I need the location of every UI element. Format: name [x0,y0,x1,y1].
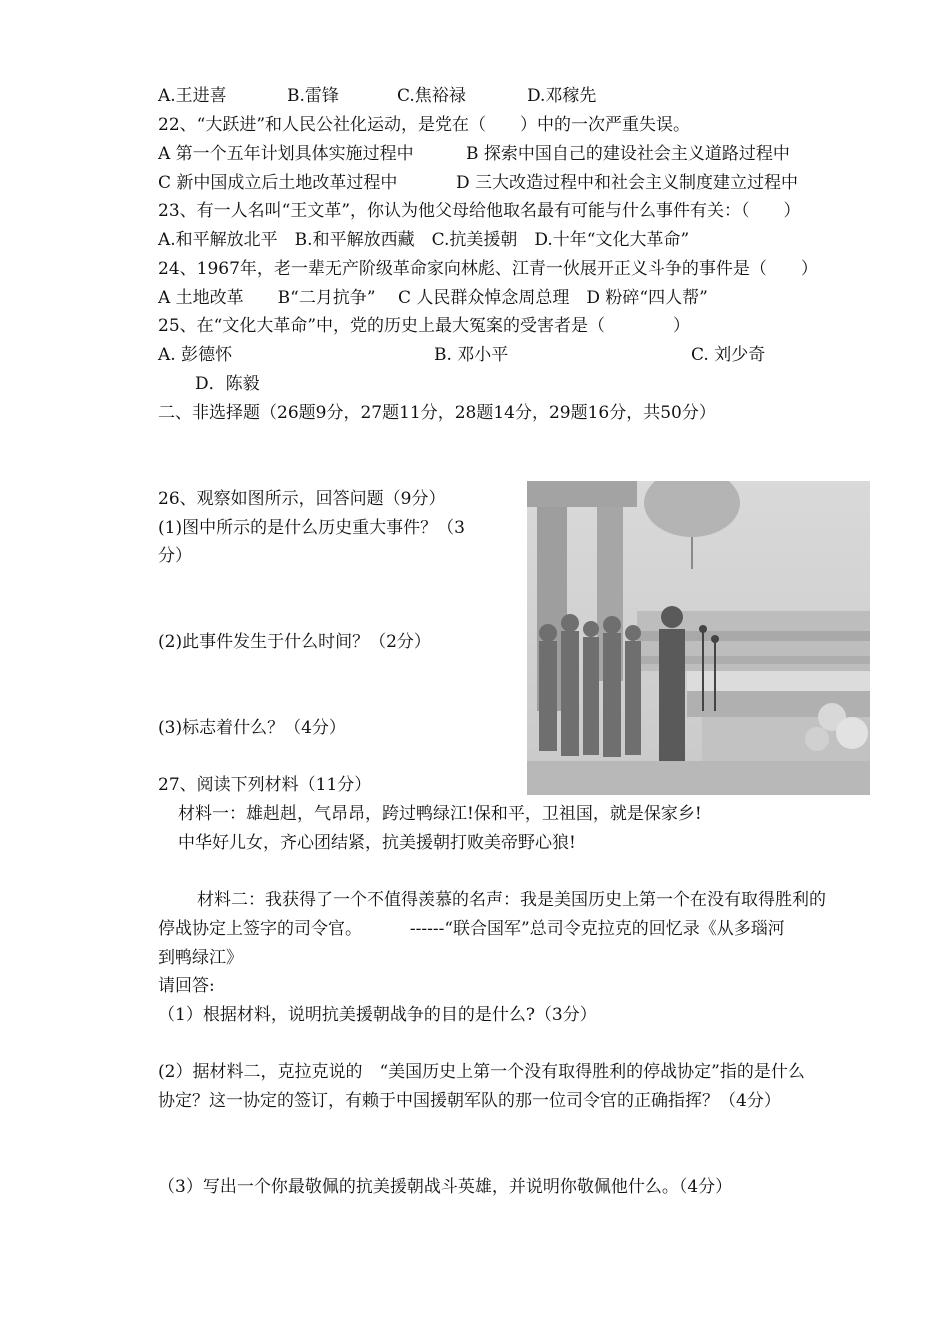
q25-option-a: A. 彭德怀 [158,345,233,365]
q27-stem: 27、阅读下列材料（11分） [158,775,372,795]
q27-material1-line2: 中华好儿女，齐心团结紧，抗美援朝打败美帝野心狼! [178,833,576,853]
q25-option-d: D．陈毅 [195,374,260,394]
q24-options: A 土地改革 B“二月抗争” C 人民群众悼念周总理 D 粉碎“四人帮” [158,288,708,308]
q22-option-b: B 探索中国自己的建设社会主义道路过程中 [466,144,790,164]
q25-stem: 25、在“文化大革命”中，党的历史上最大冤案的受害者是（ ） [158,316,691,336]
q27-ask: 请回答: [158,976,215,996]
q22-option-d: D 三大改造过程中和社会主义制度建立过程中 [456,173,799,193]
q25-option-b: B. 邓小平 [434,345,509,365]
q21-option-b: B.雷锋 [287,86,339,106]
q26-part1-line2: 分） [158,546,192,566]
q27-material2-line3: 到鸭绿江》 [158,948,243,968]
q24-stem: 24、1967年，老一辈无产阶级革命家向林彪、江青一伙展开正义斗争的事件是（ ） [158,259,818,279]
q26-stem: 26、观察如图所示，回答问题（9分） [158,489,446,509]
q21-option-a: A.王进喜 [158,86,227,106]
q26-part2: (2)此事件发生于什么时间？（2分） [158,632,431,652]
section-heading: 二、非选择题（26题9分，27题11分，28题14分，29题16分，共50分） [158,403,716,423]
q22-stem: 22、“大跃进”和人民公社化运动，是党在（ ）中的一次严重失误。 [158,115,691,135]
founding-ceremony-photo [527,481,870,795]
q23-stem: 23、有一人名叫“王文革”，你认为他父母给他取名最有可能与什么事件有关：（ ） [158,201,801,221]
q22-option-a: A 第一个五年计划具体实施过程中 [158,144,414,164]
q21-option-c: C.焦裕禄 [397,86,466,106]
q27-subquestion-2-line2: 协定？这一协定的签订，有赖于中国援朝军队的那一位司令官的正确指挥？（4分） [158,1091,781,1111]
q25-option-c: C. 刘少奇 [691,345,766,365]
q23-options: A.和平解放北平 B.和平解放西藏 C.抗美援朝 D.十年“文化大革命” [158,230,690,250]
q22-option-c: C 新中国成立后土地改革过程中 [158,173,398,193]
q27-subquestion-1: （1）根据材料，说明抗美援朝战争的目的是什么?（3分） [158,1005,597,1025]
q26-part1-line1: (1)图中所示的是什么历史重大事件？（3 [158,518,465,538]
q21-option-d: D.邓稼先 [527,86,597,106]
q27-subquestion-3: （3）写出一个你最敬佩的抗美援朝战斗英雄，并说明你敬佩他什么。（4分） [158,1177,733,1197]
q27-subquestion-2-line1: (2）据材料二，克拉克说的 “美国历史上第一个没有取得胜利的停战协定”指的是什么 [158,1062,805,1082]
q27-material2-line2: 停战协定上签字的司令官。 ------“联合国军”总司令克拉克的回忆录《从多瑙河 [158,919,785,939]
q27-material2-line1: 材料二：我获得了一个不值得羡慕的名声：我是美国历史上第一个在没有取得胜利的 [197,890,826,910]
q26-part3: (3)标志着什么？（4分） [158,718,346,738]
q27-material1-line1: 材料一：雄赳赳，气昂昂，跨过鸭绿江!保和平，卫祖国，就是保家乡! [178,804,702,824]
